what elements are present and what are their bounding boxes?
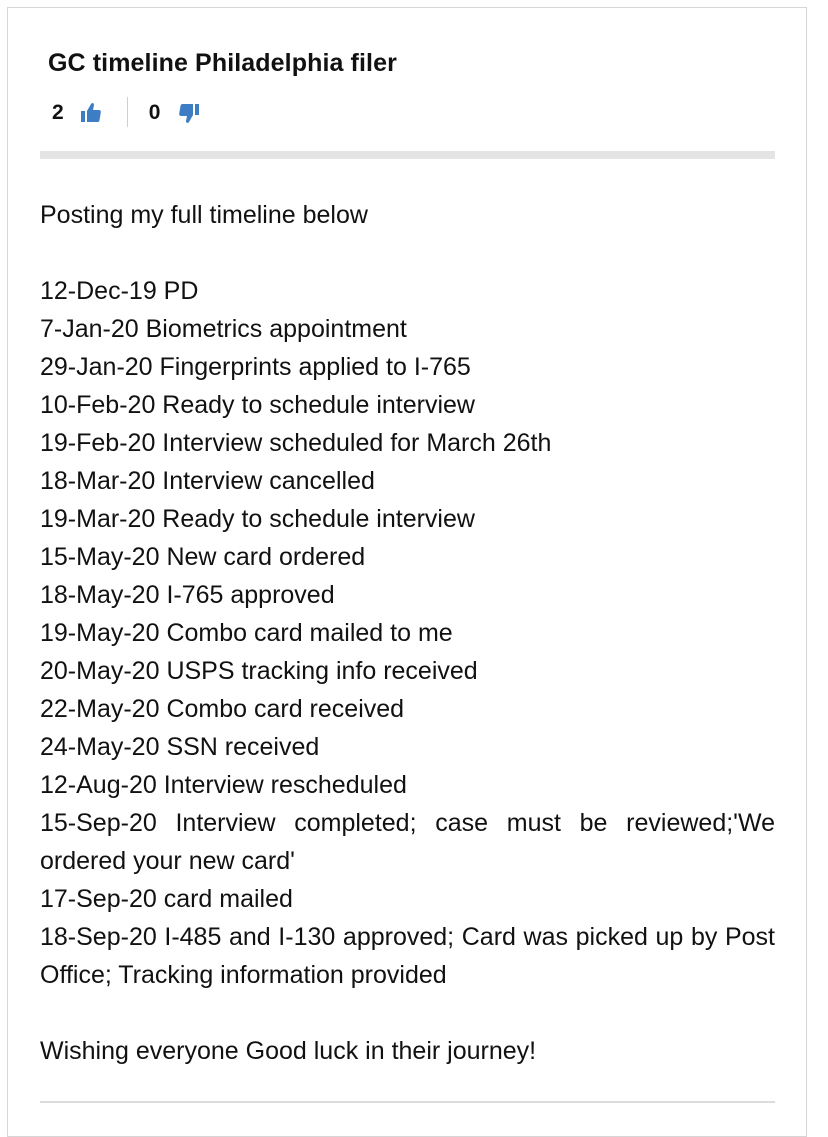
timeline-list bbox=[40, 272, 775, 994]
timeline-item: 18-May-20 I-765 approved bbox=[40, 581, 335, 609]
thumbs-down-icon bbox=[178, 103, 200, 125]
post-intro: Posting my full timeline below bbox=[40, 201, 368, 229]
timeline-item: 22-May-20 Combo card received bbox=[40, 695, 405, 723]
timeline-item: 7-Jan-20 Biometrics appointment bbox=[40, 315, 407, 343]
upvote-button[interactable] bbox=[52, 101, 102, 123]
vote-separator bbox=[127, 97, 128, 127]
timeline-item: 10-Feb-20 Ready to schedule interview bbox=[40, 391, 475, 419]
timeline-item: 24-May-20 SSN received bbox=[40, 733, 320, 761]
timeline-item: 19-Feb-20 Interview scheduled for March 26th bbox=[40, 429, 552, 457]
timeline-item: 19-Mar-20 Ready to schedule interview bbox=[40, 505, 475, 533]
header-divider bbox=[40, 151, 775, 159]
timeline-item: 18-Mar-20 Interview cancelled bbox=[40, 467, 375, 495]
vote-bar bbox=[52, 94, 200, 130]
downvote-count: 0 bbox=[148, 100, 161, 124]
timeline-item: 12-Dec-19 PD bbox=[40, 277, 199, 305]
thumbs-up-icon bbox=[80, 101, 102, 123]
post-closing: Wishing everyone Good luck in their journey! bbox=[40, 1037, 537, 1065]
timeline-item: 15-Sep-20 Interview completed; case must be reviewed;'We ordered your new card' bbox=[40, 809, 775, 875]
timeline-item: 18-Sep-20 I-485 and I-130 approved; Card was picked up by Post Office; Tracking information provided bbox=[40, 923, 775, 989]
timeline-item: 12-Aug-20 Interview rescheduled bbox=[40, 771, 407, 799]
timeline-item: 20-May-20 USPS tracking info received bbox=[40, 657, 478, 685]
timeline-item: 15-May-20 New card ordered bbox=[40, 543, 366, 571]
footer-divider bbox=[40, 1101, 775, 1103]
timeline-item: 17-Sep-20 card mailed bbox=[40, 885, 293, 913]
timeline-item: 19-May-20 Combo card mailed to me bbox=[40, 619, 453, 647]
post-body bbox=[40, 196, 775, 1070]
upvote-count: 2 bbox=[52, 100, 64, 124]
timeline-item: 29-Jan-20 Fingerprints applied to I-765 bbox=[40, 353, 471, 381]
post-title: GC timeline Philadelphia filer bbox=[48, 49, 397, 77]
downvote-button[interactable] bbox=[149, 100, 201, 125]
